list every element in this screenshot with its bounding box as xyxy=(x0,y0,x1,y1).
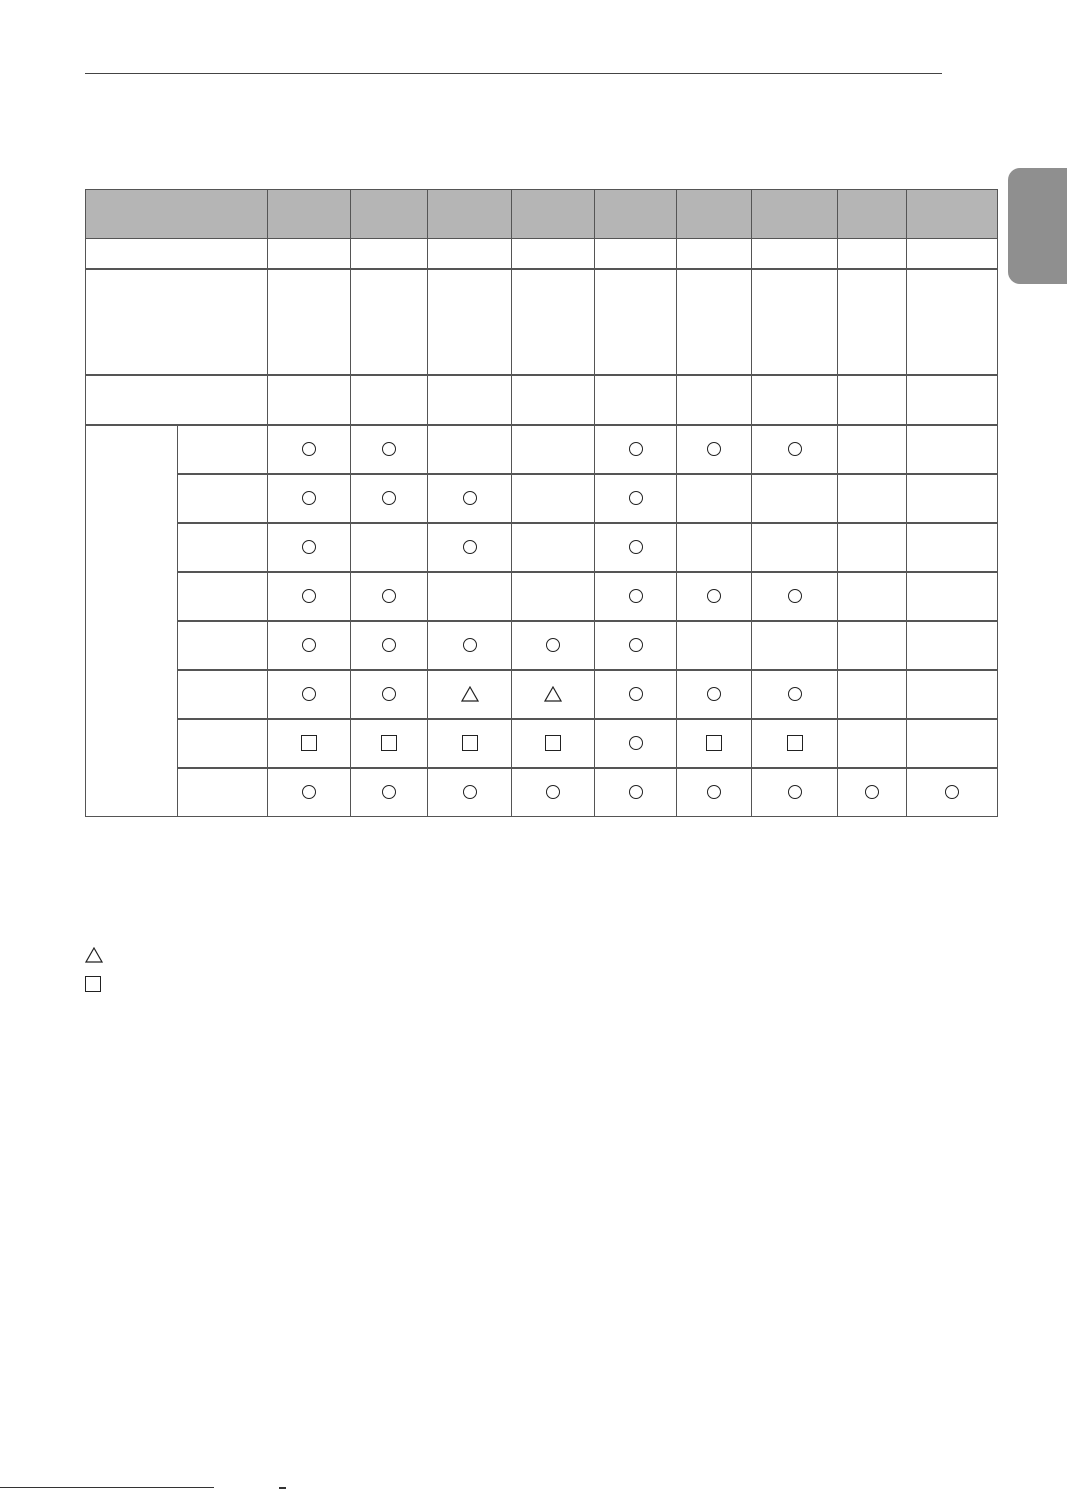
circle-mark xyxy=(629,589,643,603)
spec-cell xyxy=(595,269,677,375)
spec-cell xyxy=(752,239,838,269)
section-tab xyxy=(1008,168,1067,284)
table-cell xyxy=(351,670,428,719)
circle-mark xyxy=(463,785,477,799)
table-cell xyxy=(595,719,677,768)
circle-mark xyxy=(629,785,643,799)
spec-cell xyxy=(752,269,838,375)
table-cell xyxy=(907,719,998,768)
circle-mark xyxy=(382,491,396,505)
table-cell xyxy=(595,572,677,621)
circle-mark xyxy=(629,638,643,652)
circle-mark xyxy=(707,589,721,603)
table-cell xyxy=(838,621,907,670)
table-row xyxy=(86,670,998,719)
legend-item xyxy=(85,940,103,969)
header-cell xyxy=(595,190,677,239)
table-cell xyxy=(268,719,351,768)
row-label-cell xyxy=(178,474,268,523)
circle-mark xyxy=(945,785,959,799)
table-cell xyxy=(677,523,752,572)
square-mark xyxy=(301,735,317,751)
table-cell xyxy=(268,523,351,572)
table-cell xyxy=(428,474,512,523)
table-cell xyxy=(595,768,677,817)
header-cell xyxy=(428,190,512,239)
circle-mark xyxy=(546,785,560,799)
table-cell xyxy=(907,474,998,523)
table-row xyxy=(86,768,998,817)
spec-cell xyxy=(752,375,838,425)
header-cell xyxy=(677,190,752,239)
table-cell xyxy=(595,523,677,572)
table-cell xyxy=(428,670,512,719)
circle-mark xyxy=(382,589,396,603)
table-cell xyxy=(428,719,512,768)
table-cell xyxy=(268,670,351,719)
table-cell xyxy=(595,425,677,474)
legend xyxy=(85,940,103,998)
table-cell xyxy=(907,768,998,817)
table-cell xyxy=(677,425,752,474)
footer-rule xyxy=(0,1487,214,1488)
circle-mark xyxy=(302,785,316,799)
circle-mark xyxy=(788,589,802,603)
row-label-cell xyxy=(178,425,268,474)
table-cell xyxy=(512,670,595,719)
table-cell xyxy=(268,768,351,817)
table-cell xyxy=(907,670,998,719)
table-cell xyxy=(838,425,907,474)
circle-mark xyxy=(382,442,396,456)
square-mark xyxy=(545,735,561,751)
table-cell xyxy=(268,621,351,670)
circle-mark xyxy=(629,540,643,554)
spec-row xyxy=(86,375,998,425)
circle-mark xyxy=(629,442,643,456)
spec-cell xyxy=(268,239,351,269)
table-cell xyxy=(268,425,351,474)
triangle-mark xyxy=(85,947,103,963)
table-cell xyxy=(752,670,838,719)
spec-row xyxy=(86,269,998,375)
table-row xyxy=(86,425,998,474)
spec-cell xyxy=(838,269,907,375)
table-cell xyxy=(838,719,907,768)
table-cell xyxy=(907,621,998,670)
table-cell xyxy=(752,425,838,474)
circle-mark xyxy=(707,442,721,456)
table-cell xyxy=(512,474,595,523)
header-rule xyxy=(85,73,942,74)
row-label-cell xyxy=(178,523,268,572)
table-cell xyxy=(428,425,512,474)
spec-cell xyxy=(595,375,677,425)
table-cell xyxy=(428,523,512,572)
header-cell xyxy=(268,190,351,239)
row-label-cell xyxy=(178,719,268,768)
table-cell xyxy=(677,474,752,523)
table-cell xyxy=(268,572,351,621)
table-row xyxy=(86,572,998,621)
header-cell xyxy=(86,190,268,239)
circle-mark xyxy=(629,491,643,505)
triangle-mark xyxy=(544,686,562,702)
spec-label-cell xyxy=(86,239,268,269)
triangle-mark xyxy=(461,686,479,702)
spec-cell xyxy=(428,239,512,269)
table-cell xyxy=(752,474,838,523)
circle-mark xyxy=(302,442,316,456)
table-row xyxy=(86,474,998,523)
circle-mark xyxy=(865,785,879,799)
table-cell xyxy=(907,572,998,621)
table-cell xyxy=(595,621,677,670)
table-cell xyxy=(752,523,838,572)
table-cell xyxy=(752,719,838,768)
spec-cell xyxy=(428,269,512,375)
table-cell xyxy=(512,621,595,670)
table-cell xyxy=(512,523,595,572)
table-cell xyxy=(907,425,998,474)
table-cell xyxy=(268,474,351,523)
square-mark xyxy=(462,735,478,751)
table-row xyxy=(86,523,998,572)
circle-mark xyxy=(302,491,316,505)
table-cell xyxy=(838,572,907,621)
spec-cell xyxy=(512,239,595,269)
header-cell xyxy=(907,190,998,239)
circle-mark xyxy=(382,785,396,799)
spec-label-cell xyxy=(86,375,268,425)
header-cell xyxy=(752,190,838,239)
spec-cell xyxy=(838,375,907,425)
circle-mark xyxy=(463,491,477,505)
table-cell xyxy=(428,621,512,670)
square-mark xyxy=(706,735,722,751)
spec-label-cell xyxy=(86,269,268,375)
row-label-cell xyxy=(178,670,268,719)
circle-mark xyxy=(382,687,396,701)
square-mark xyxy=(381,735,397,751)
table-row xyxy=(86,621,998,670)
table-cell xyxy=(677,719,752,768)
spec-cell xyxy=(677,269,752,375)
table-cell xyxy=(677,621,752,670)
table-cell xyxy=(595,474,677,523)
spec-cell xyxy=(268,269,351,375)
circle-mark xyxy=(788,687,802,701)
circle-mark xyxy=(302,589,316,603)
row-label-cell xyxy=(178,572,268,621)
spec-row xyxy=(86,239,998,269)
table-cell xyxy=(351,523,428,572)
square-mark xyxy=(787,735,803,751)
table-cell xyxy=(838,670,907,719)
spec-cell xyxy=(512,269,595,375)
table-cell xyxy=(351,425,428,474)
table-cell xyxy=(677,670,752,719)
square-mark xyxy=(85,976,101,992)
row-label-cell xyxy=(178,768,268,817)
spec-cell xyxy=(351,239,428,269)
circle-mark xyxy=(629,736,643,750)
spec-cell xyxy=(677,239,752,269)
spec-cell xyxy=(907,269,998,375)
table-cell xyxy=(512,719,595,768)
circle-mark xyxy=(302,638,316,652)
row-label-cell xyxy=(178,621,268,670)
spec-cell xyxy=(907,375,998,425)
table-row xyxy=(86,719,998,768)
table-cell xyxy=(752,572,838,621)
table-cell xyxy=(907,523,998,572)
spec-cell xyxy=(512,375,595,425)
circle-mark xyxy=(463,540,477,554)
circle-mark xyxy=(707,687,721,701)
table-cell xyxy=(428,572,512,621)
legend-item xyxy=(85,969,103,998)
spec-cell xyxy=(351,375,428,425)
circle-mark xyxy=(463,638,477,652)
footer-mark xyxy=(279,1487,286,1489)
table-cell xyxy=(351,474,428,523)
table-cell xyxy=(351,768,428,817)
header-cell xyxy=(838,190,907,239)
compatibility-table xyxy=(85,189,998,817)
spec-cell xyxy=(595,239,677,269)
spec-cell xyxy=(351,269,428,375)
table-cell xyxy=(351,621,428,670)
spec-cell xyxy=(907,239,998,269)
table-cell xyxy=(838,523,907,572)
header-row xyxy=(86,190,998,239)
circle-mark xyxy=(382,638,396,652)
circle-mark xyxy=(788,785,802,799)
table-cell xyxy=(677,572,752,621)
table-cell xyxy=(677,768,752,817)
table-cell xyxy=(752,768,838,817)
table-cell xyxy=(595,670,677,719)
table-cell xyxy=(428,768,512,817)
table-cell xyxy=(838,474,907,523)
circle-mark xyxy=(707,785,721,799)
table-cell xyxy=(512,425,595,474)
table-cell xyxy=(512,572,595,621)
table-cell xyxy=(512,768,595,817)
header-cell xyxy=(351,190,428,239)
spec-cell xyxy=(838,239,907,269)
spec-cell xyxy=(428,375,512,425)
circle-mark xyxy=(302,687,316,701)
spec-cell xyxy=(268,375,351,425)
spec-cell xyxy=(677,375,752,425)
circle-mark xyxy=(546,638,560,652)
group-label-cell xyxy=(86,425,178,817)
circle-mark xyxy=(302,540,316,554)
table-cell xyxy=(752,621,838,670)
circle-mark xyxy=(788,442,802,456)
header-cell xyxy=(512,190,595,239)
table-cell xyxy=(838,768,907,817)
circle-mark xyxy=(629,687,643,701)
table-cell xyxy=(351,572,428,621)
table-cell xyxy=(351,719,428,768)
